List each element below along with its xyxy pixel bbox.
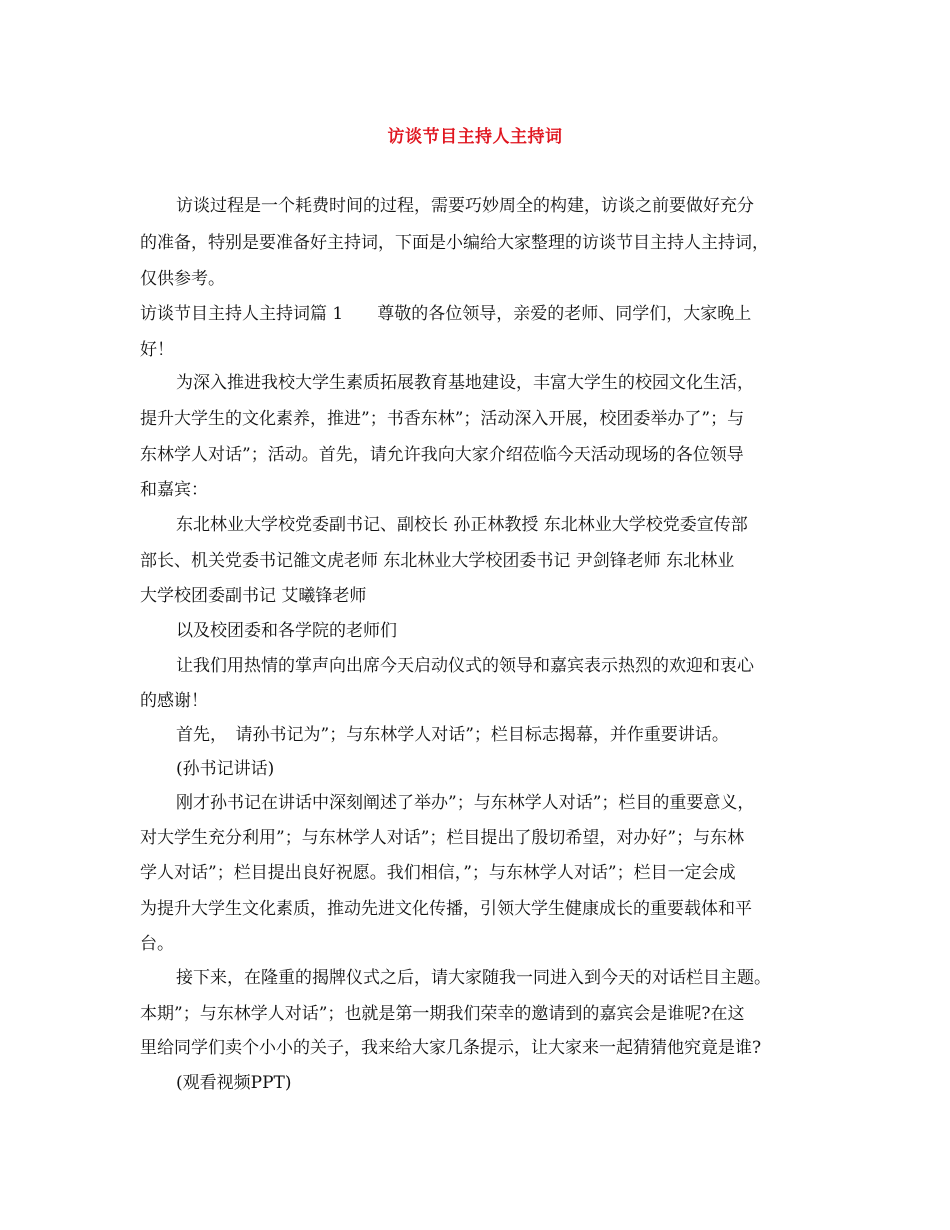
- text-line: (观看视频PPT): [176, 1073, 292, 1093]
- text-line: 首先， 请孙书记为”；与东林学人对话”；栏目标志揭幕，并作重要讲话。: [176, 725, 729, 745]
- text-line: 仅供参考。: [140, 269, 225, 289]
- text-line: 为提升大学生文化素质，推动先进文化传播，引领大学生健康成长的重要载体和平: [140, 899, 752, 919]
- text-line: 东林学人对话”；活动。首先，请允许我向大家介绍莅临今天活动现场的各位领导: [140, 445, 744, 465]
- text-line: 和嘉宾：: [140, 480, 208, 500]
- text-line: 提升大学生的文化素养，推进”；书香东林”；活动深入开展，校团委举办了”；与: [140, 409, 745, 429]
- text-line: 接下来，在隆重的揭牌仪式之后，请大家随我一同进入到今天的对话栏目主题。: [176, 968, 771, 988]
- text-line: 让我们用热情的掌声向出席今天启动仪式的领导和嘉宾表示热烈的欢迎和衷心: [176, 656, 754, 676]
- text-line: 刚才孙书记在讲话中深刻阐述了举办”；与东林学人对话”；栏目的重要意义，: [176, 793, 755, 813]
- text-line: 访谈节目主持人主持词篇 1 尊敬的各位领导，亲爱的老师、同学们，大家晚上: [140, 304, 752, 324]
- text-line: 访谈过程是一个耗费时间的过程，需要巧妙周全的构建，访谈之前要做好充分: [176, 196, 754, 216]
- text-line: 台。: [140, 934, 174, 954]
- text-line: (孙书记讲话): [176, 759, 275, 779]
- text-line: 里给同学们卖个小小的关子，我来给大家几条提示，让大家来一起猜猜他究竟是谁?: [140, 1038, 762, 1058]
- text-line: 的感谢！: [140, 691, 208, 711]
- text-line: 大学校团委副书记 艾曦锋老师: [140, 586, 367, 606]
- document-title: 访谈节目主持人主持词: [387, 127, 563, 147]
- text-line: 的准备，特别是要准备好主持词，下面是小编给大家整理的访谈节目主持人主持词，: [140, 233, 769, 253]
- text-line: 好！: [140, 340, 174, 360]
- text-line: 为深入推进我校大学生素质拓展教育基地建设，丰富大学生的校园文化生活，: [176, 373, 754, 393]
- text-line: 以及校团委和各学院的老师们: [176, 621, 397, 641]
- text-line: 部长、机关党委书记雒文虎老师 东北林业大学校团委书记 尹剑锋老师 东北林业: [140, 551, 735, 571]
- text-line: 本期”；与东林学人对话”；也就是第一期我们荣幸的邀请到的嘉宾会是谁呢?在这: [140, 1004, 745, 1024]
- text-line: 学人对话”；栏目提出良好祝愿。我们相信，”；与东林学人对话”；栏目一定会成: [140, 863, 736, 883]
- text-line: 东北林业大学校党委副书记、副校长 孙正林教授 东北林业大学校党委宣传部: [176, 515, 748, 535]
- text-line: 对大学生充分利用”；与东林学人对话”；栏目提出了殷切希望，对办好”；与东林: [140, 828, 745, 848]
